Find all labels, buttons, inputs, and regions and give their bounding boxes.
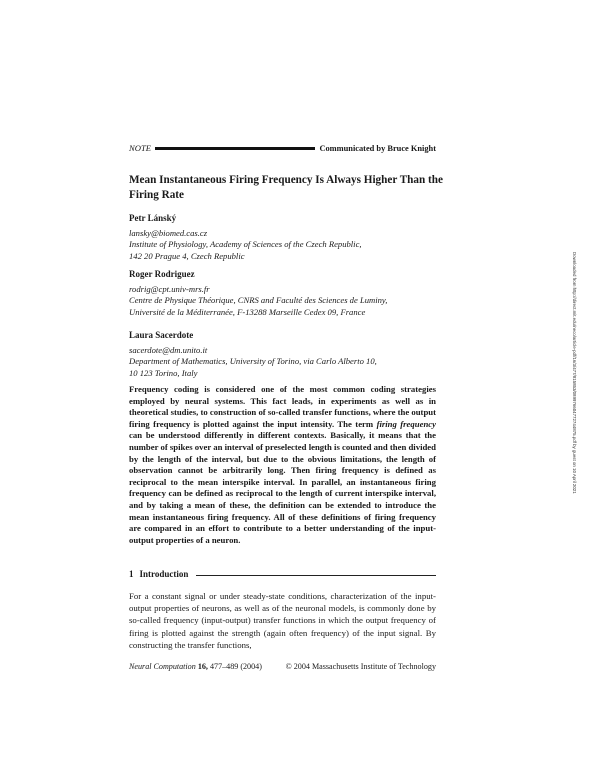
abstract-term: firing frequency (376, 418, 436, 429)
author-email: sacerdote@dm.unito.it (129, 344, 208, 355)
author-block (129, 213, 449, 262)
note-header (129, 142, 436, 154)
abstract-text: can be understood differently in different contexts. Basically, it means that the number of spikes over an interval of preselected length is counted and then divided by the length of the interval, but due to the obvious limitations, the length of observation cannot be arbitrarily long. Then firing frequency is defined as reciprocal to the mean interspike interval. In parallel, an instantaneous firing frequency can be defined as reciprocal to the length of current interspike interval, and by taking a mean of these, the definition can be extended to introduce the mean instantaneous firing frequency. All of these definitions of firing frequency are compared in an effort to contribute to a better understanding of the input-output properties of a neuron. (129, 430, 436, 545)
author-affiliation: 10 123 Torino, Italy (129, 367, 198, 378)
abstract-text: Frequency coding is considered one of the most common coding strategies employed by neural systems. This fact leads, in experiments as well as in theoretical studies, to construction of so-called transfer functions, where the output firing frequency is plotted against the input intensity. The term (129, 384, 436, 429)
author-affiliation: Department of Mathematics, University of Torino, via Carlo Alberto 10, (129, 356, 377, 367)
intro-paragraph: For a constant signal or under steady-state conditions, characterization of the input-output properties of neurons, as well as of the neuronal models, is commonly done by so-called frequency (input-output) transfer functions in which the output frequency of firing is plotted against the strength (again often frequency) of the input signal. By constructing the transfer functions, (129, 591, 436, 650)
note-rule (155, 147, 315, 150)
author-block (129, 269, 449, 318)
author-affiliation: Institute of Physiology, Academy of Sciences of the Czech Republic, (129, 239, 362, 250)
author-email: lansky@biomed.cas.cz (129, 227, 208, 238)
journal-volume: 16, (197, 662, 208, 671)
communicated-by: Communicated by Bruce Knight (319, 143, 436, 153)
author-email: rodrig@cpt.univ-mrs.fr (129, 283, 210, 294)
author-affiliation: 142 20 Prague 4, Czech Republic (129, 250, 245, 261)
note-label: NOTE (129, 143, 151, 153)
copyright-notice: © 2004 Massachusetts Institute of Technology (285, 662, 436, 671)
section-number: 1 (129, 569, 134, 579)
abstract (129, 384, 436, 546)
author-block (129, 330, 449, 379)
download-watermark (571, 252, 583, 568)
author-name: Petr Lánský (129, 213, 177, 223)
section-title: Introduction (139, 569, 189, 579)
journal-pages: 477–489 (2004) (209, 662, 262, 671)
journal-name: Neural Computation (129, 662, 196, 671)
citation (129, 662, 262, 671)
paper-title: Mean Instantaneous Firing Frequency Is Always Higher Than the Firing Rate (129, 174, 443, 201)
author-name: Laura Sacerdote (129, 330, 194, 340)
section-heading (129, 569, 436, 579)
author-name: Roger Rodriguez (129, 269, 195, 279)
author-affiliation: Université de la Méditerranée, F-13288 Marseille Cedex 09, France (129, 306, 366, 317)
author-affiliation: Centre de Physique Théorique, CNRS and Faculté des Sciences de Luminy, (129, 295, 388, 306)
download-notice: Downloaded from http://direct.mit.edu/neco/article-pdf/16/3/477/815853/089976604772744875.pdf by guest on 10 April 2021 (572, 252, 577, 494)
section-rule (196, 575, 436, 576)
page-footer (129, 662, 436, 671)
